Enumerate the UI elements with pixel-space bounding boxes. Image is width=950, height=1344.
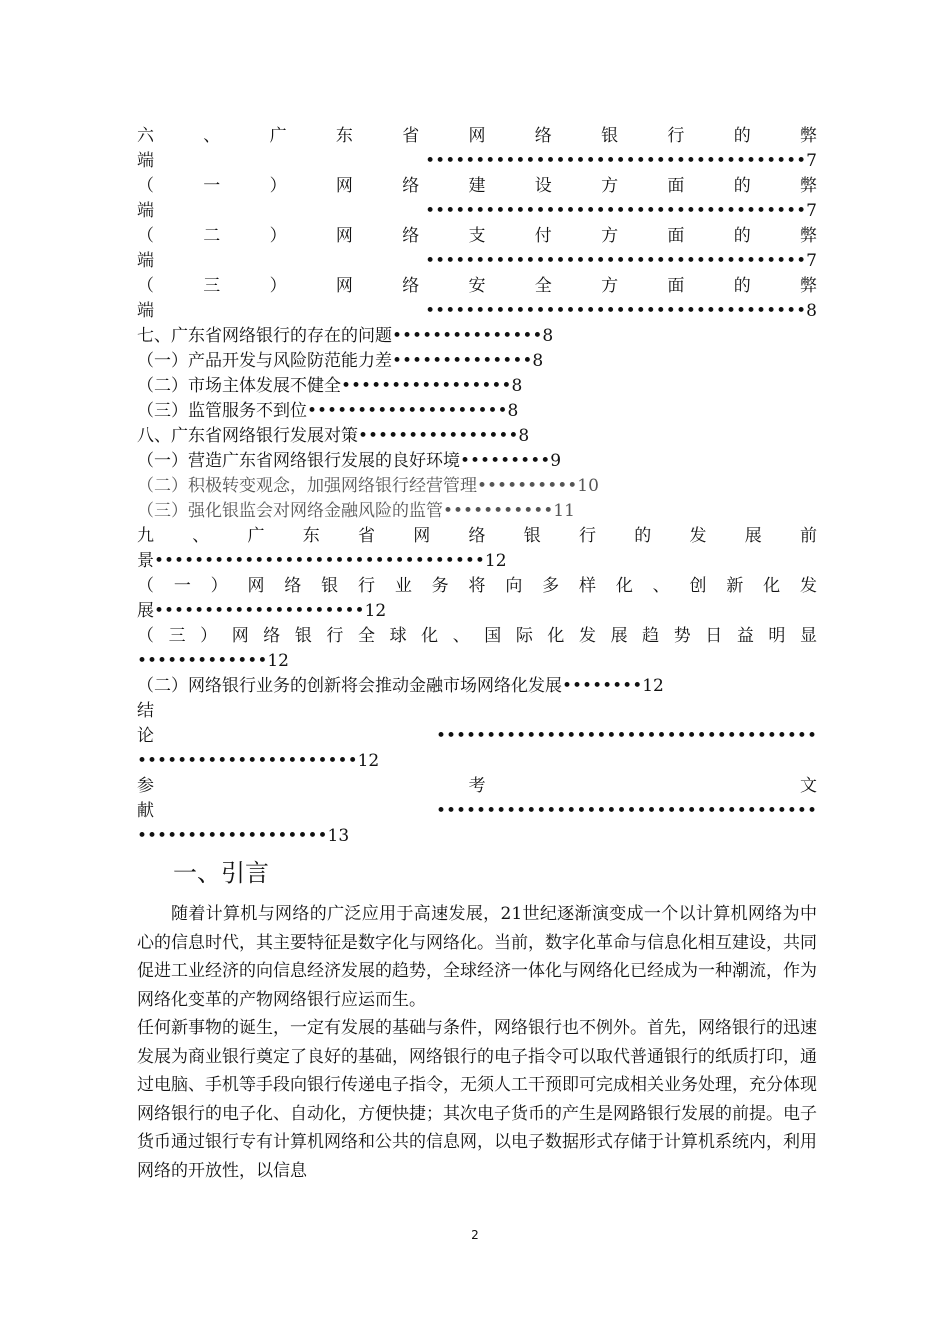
toc-line[interactable]: 论 •••••••••••••••••••••••••••••••••••••• — [137, 726, 817, 746]
toc-line[interactable]: 六 、 广 东 省 网 络 银 行 的 弊 — [137, 126, 817, 146]
toc-line[interactable]: 端••••••••••••••••••••••••••••••••••••••8 — [137, 301, 817, 321]
toc-line[interactable]: （三）强化银监会对网络金融风险的监管•••••••••••11 — [137, 501, 575, 521]
toc-line[interactable]: 端••••••••••••••••••••••••••••••••••••••7 — [137, 251, 817, 271]
toc-line[interactable]: （一）产品开发与风险防范能力差••••••••••••••8 — [137, 351, 544, 371]
toc-line[interactable]: （二）积极转变观念，加强网络银行经营管理••••••••••10 — [137, 476, 599, 496]
toc-line[interactable]: （ 一 ） 网 络 建 设 方 面 的 弊 — [137, 176, 817, 196]
toc-line[interactable]: （三）监管服务不到位••••••••••••••••••••8 — [137, 401, 519, 421]
toc-line[interactable]: 八、广东省网络银行发展对策••••••••••••••••8 — [137, 426, 530, 446]
toc-line[interactable]: 九 、 广 东 省 网 络 银 行 的 发 展 前 — [137, 526, 817, 546]
toc-line[interactable]: 献 •••••••••••••••••••••••••••••••••••••• — [137, 801, 817, 821]
body-text — [137, 900, 817, 1185]
toc-line[interactable]: 端••••••••••••••••••••••••••••••••••••••7 — [137, 151, 817, 171]
paragraph: 随着计算机与网络的广泛应用于高速发展，21世纪逐渐演变成一个以计算机网络为中心的信息时代，其主要特征是数字化与网络化。当前，数字化革命与信息化相互建设，共同促进工业经济的向信息经济发展的趋势，全球经济一体化与网络化已经成为一种潮流，作为网络化变革的产物网络银行应运而生。 — [137, 904, 817, 1010]
table-of-contents — [137, 124, 817, 849]
toc-line[interactable]: •••••••••••••••••••13 — [137, 826, 350, 846]
section-title: 一、引言 — [173, 859, 269, 887]
toc-line[interactable]: （一）营造广东省网络银行发展的良好环境•••••••••9 — [137, 451, 562, 471]
paragraph: 任何新事物的诞生，一定有发展的基础与条件，网络银行也不例外。首先，网络银行的迅速发展为商业银行奠定了良好的基础，网络银行的电子指令可以取代普通银行的纸质打印，通过电脑、手机等手段向银行传递电子指令，无须人工干预即可完成相关业务处理，充分体现网络银行的电子化、自动化，方便快捷；其次电子货币的产生是网路银行发展的前提。电子货币通过银行专有计算机网络和公共的信息网，以电子数据形式存储于计算机系统内，利用网络的开放性，以信息 — [137, 1018, 817, 1181]
toc-line[interactable]: （ 二 ） 网 络 支 付 方 面 的 弊 — [137, 226, 817, 246]
toc-line[interactable]: ••••••••••••••••••••••12 — [137, 751, 380, 771]
toc-line[interactable]: 结 — [137, 701, 154, 721]
toc-line[interactable]: （ 一 ） 网 络 银 行 业 务 将 向 多 样 化 、 创 新 化 发 — [137, 576, 817, 596]
toc-line[interactable]: （ 三 ） 网 络 安 全 方 面 的 弊 — [137, 276, 817, 296]
toc-line[interactable]: （二）网络银行业务的创新将会推动金融市场网络化发展••••••••12 — [137, 676, 664, 696]
toc-line[interactable]: （二）市场主体发展不健全•••••••••••••••••8 — [137, 376, 523, 396]
toc-line[interactable]: 展•••••••••••••••••••••12 — [137, 601, 387, 621]
toc-line[interactable]: 端••••••••••••••••••••••••••••••••••••••7 — [137, 201, 817, 221]
toc-line[interactable]: 七、广东省网络银行的存在的问题•••••••••••••••8 — [137, 326, 554, 346]
page-number: 2 — [471, 1228, 479, 1242]
toc-line[interactable]: 景•••••••••••••••••••••••••••••••••12 — [137, 551, 507, 571]
toc-line[interactable]: •••••••••••••12 — [137, 651, 289, 671]
toc-line[interactable]: 参 考 文 — [137, 776, 817, 796]
toc-line[interactable]: （ 三 ） 网 络 银 行 全 球 化 、 国 际 化 发 展 趋 势 日 益 明 显 — [137, 626, 817, 646]
